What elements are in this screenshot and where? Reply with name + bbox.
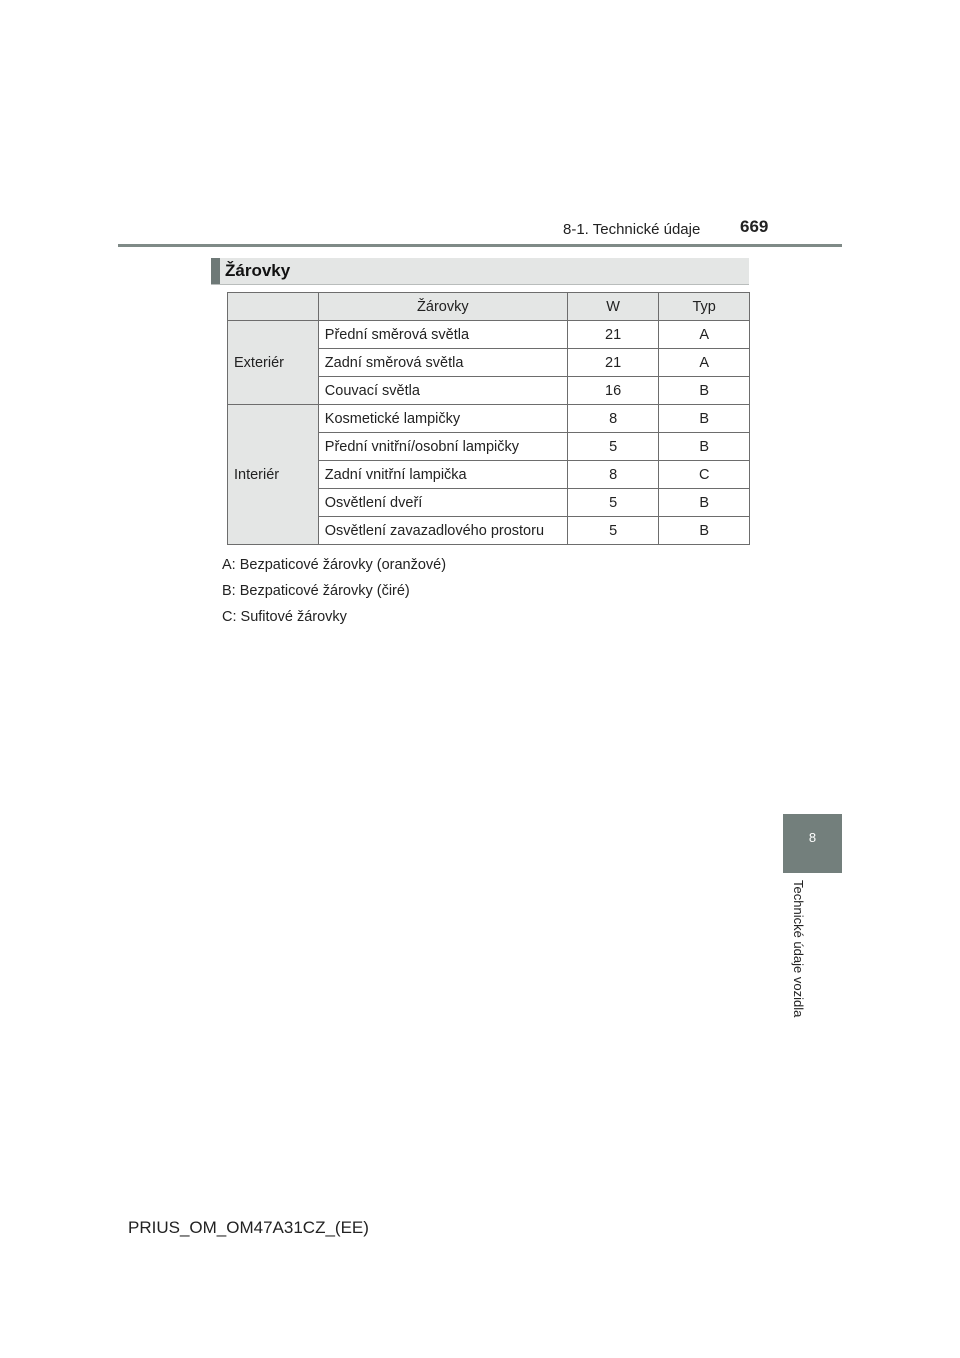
bulb-type: B [659, 405, 750, 433]
bulb-name: Kosmetické lampičky [318, 405, 567, 433]
bulb-watts: 8 [567, 461, 659, 489]
table-header-cell [228, 293, 319, 321]
bulb-name: Couvací světla [318, 377, 567, 405]
bulb-type: B [659, 517, 750, 545]
bulb-watts: 21 [567, 321, 659, 349]
section-accent [211, 258, 220, 284]
bulb-name: Zadní směrová světla [318, 349, 567, 377]
table-header-cell: Žárovky [318, 293, 567, 321]
bulb-watts: 5 [567, 433, 659, 461]
section-heading-bar [211, 258, 749, 285]
section-title: Žárovky [225, 261, 291, 280]
bulb-watts: 5 [567, 489, 659, 517]
bulb-watts: 8 [567, 405, 659, 433]
document-code: PRIUS_OM_OM47A31CZ_(EE) [128, 1218, 369, 1237]
bulb-type: A [659, 321, 750, 349]
table-row [228, 405, 750, 433]
bulb-watts: 16 [567, 377, 659, 405]
bulb-name: Přední směrová světla [318, 321, 567, 349]
bulb-name: Osvětlení zavazadlového prostoru [318, 517, 567, 545]
bulbs-table [227, 292, 750, 545]
chapter-number: 8 [808, 830, 817, 845]
bulb-watts: 5 [567, 517, 659, 545]
legend-note: A: Bezpaticové žárovky (oranžové) [222, 557, 447, 573]
bulb-type: C [659, 461, 750, 489]
legend-note: C: Sufitové žárovky [222, 609, 347, 625]
bulb-type: B [659, 489, 750, 517]
chapter-label: Technické údaje vozidla [791, 880, 806, 1018]
bulb-type: B [659, 377, 750, 405]
table-header-cell: W [567, 293, 659, 321]
table-header-cell: Typ [659, 293, 750, 321]
legend-note: B: Bezpaticové žárovky (čiré) [222, 583, 410, 599]
table-row [228, 321, 750, 349]
group-label: Exteriér [228, 321, 319, 405]
bulb-watts: 21 [567, 349, 659, 377]
page-number: 669 [740, 217, 769, 236]
bulb-type: B [659, 433, 750, 461]
type-legend [222, 555, 446, 633]
chapter-tab [783, 814, 842, 873]
header-section-title: 8-1. Technické údaje [563, 221, 701, 238]
bulb-type: A [659, 349, 750, 377]
table-header-row [228, 293, 750, 321]
header-divider [118, 244, 842, 247]
bulb-name: Osvětlení dveří [318, 489, 567, 517]
group-label: Interiér [228, 405, 319, 545]
bulb-name: Přední vnitřní/osobní lampičky [318, 433, 567, 461]
bulb-name: Zadní vnitřní lampička [318, 461, 567, 489]
